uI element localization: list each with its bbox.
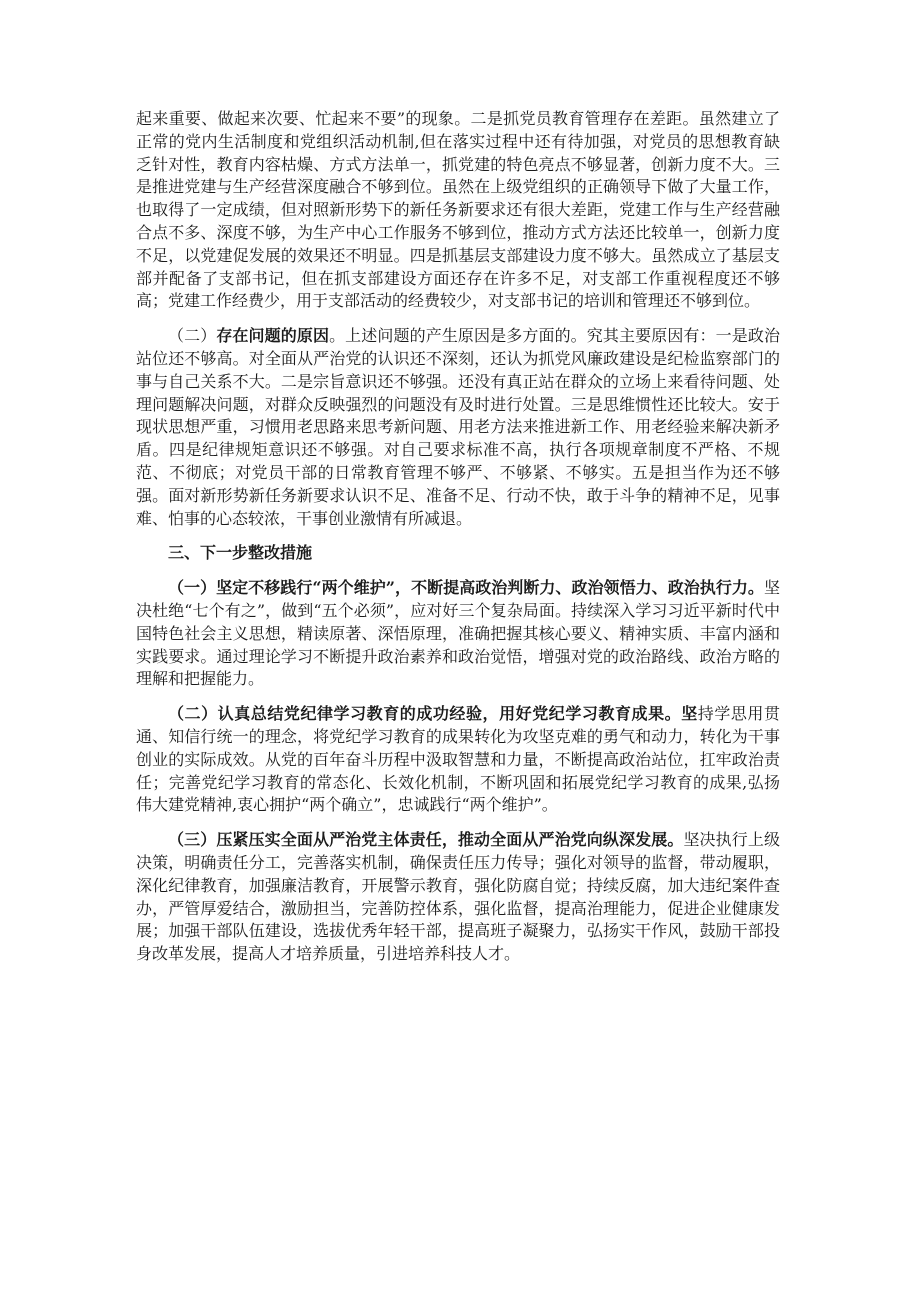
measure-3-body: 坚决执行上级决策，明确责任分工，完善落实机制，确保责任压力传导；强化对领导的监督，带动履职，深化纪律教育，加强廉洁教育，开展警示教育，强化防腐自觉；持续反腐，加大违纪案件查办，严管厚爱结合，激励担当，完善防控体系，强化监督，提高治理能力，促进企业健康发展；加强干部队伍建设，选拔优秀年轻干部，提高班子凝聚力，弘扬实干作风，鼓励干部投身改革发展，提高人才培养质量，引进培养科技人才。 (136, 830, 780, 964)
paragraph-measure-2 (136, 703, 780, 817)
paragraph-problem-causes (136, 325, 780, 530)
measure-1-body: 坚决杜绝“七个有之”，做到“五个必须”，应对好三个复杂局面。持续深入学习习近平新时代中国特色社会主义思想，精读原著、深悟原理，准确把握其核心要义、精神实质、丰富内涵和实践要求。通过理论学习不断提升政治素养和政治觉悟，增强对党的政治路线、政治方略的理解和把握能力。 (136, 578, 780, 689)
paragraph-measure-3 (136, 829, 780, 966)
measure-1-title: （一）坚定不移践行“两个维护”，不断提高政治判断力、政治领悟力、政治执行力。 (168, 578, 764, 598)
measure-2-title: （二）认真总结党纪律学习教育的成功经验，用好党纪学习教育成果。坚 (168, 704, 698, 724)
paragraph-causes-body: 。上述问题的产生原因是多方面的。究其主要原因有：一是政治站位还不够高。对全面从严治党的认识还不深刻，还认为抓党风廉政建设是纪检监察部门的事与自己关系不大。二是宗旨意识还不够强。还没有真正站在群众的立场上来看待问题、处理问题解决问题，对群众反映强烈的问题没有及时进行处置。三是思维惯性还比较大。安于现状思想严重，习惯用老思路来思考新问题、用老方法来推进新工作、用老经验来解决新矛盾。四是纪律规矩意识还不够强。对自己要求标准不高，执行各项规章制度不严格、不规范、不彻底；对党员干部的日常教育管理不够严、不够紧、不够实。五是担当作为还不够强。面对新形势新任务新要求认识不足、准备不足、行动不快，敢于斗争的精神不足，见事难、怕事的心态较浓，干事创业激情有所减退。 (136, 326, 780, 528)
paragraph-problems-continued: 起来重要、做起来次要、忙起来不要”的现象。二是抓党员教育管理存在差距。虽然建立了正常的党内生活制度和党组织活动机制,但在落实过程中还有待加强，对党员的思想教育缺乏针对性，教育内容枯燥、方式方法单一，抓党建的特色亮点不够显著，创新力度不大。三是推进党建与生产经营深度融合不够到位。虽然在上级党组织的正确领导下做了大量工作，也取得了一定成绩，但对照新形势下的新任务新要求还有很大差距，党建工作与生产经营融合点不多、深度不够，为生产中心工作服务不够到位，推动方式方法还比较单一，创新力度不足，以党建促发展的效果还不明显。四是抓基层支部建设力度不够大。虽然成立了基层支部并配备了支部书记，但在抓支部建设方面还存在许多不足，对支部工作重视程度还不够高；党建工作经费少，用于支部活动的经费较少，对支部书记的培训和管理还不够到位。 (136, 109, 780, 311)
measure-3-title: （三）压紧压实全面从严治党主体责任，推动全面从严治党向纵深发展。 (168, 830, 684, 850)
document-body (136, 108, 780, 978)
subsection-number: （二） (168, 326, 217, 346)
measure-2-body: 持学思用贯通、知信行统一的理念，将党纪学习教育的成果转化为攻坚克难的勇气和动力，转化为干事创业的实际成效。从党的百年奋斗历程中汲取智慧和力量，不断提高政治站位，扛牢政治责任；完善党纪学习教育的常态化、长效化机制，不断巩固和拓展党纪学习教育的成果,弘扬伟大建党精神,衷心拥护“两个确立”，忠诚践行“两个维护”。 (136, 704, 780, 815)
subsection-title-causes: 存在问题的原因 (216, 326, 330, 346)
paragraph-measure-1 (136, 577, 780, 691)
section-heading-next-steps: 三、下一步整改措施 (168, 543, 313, 563)
